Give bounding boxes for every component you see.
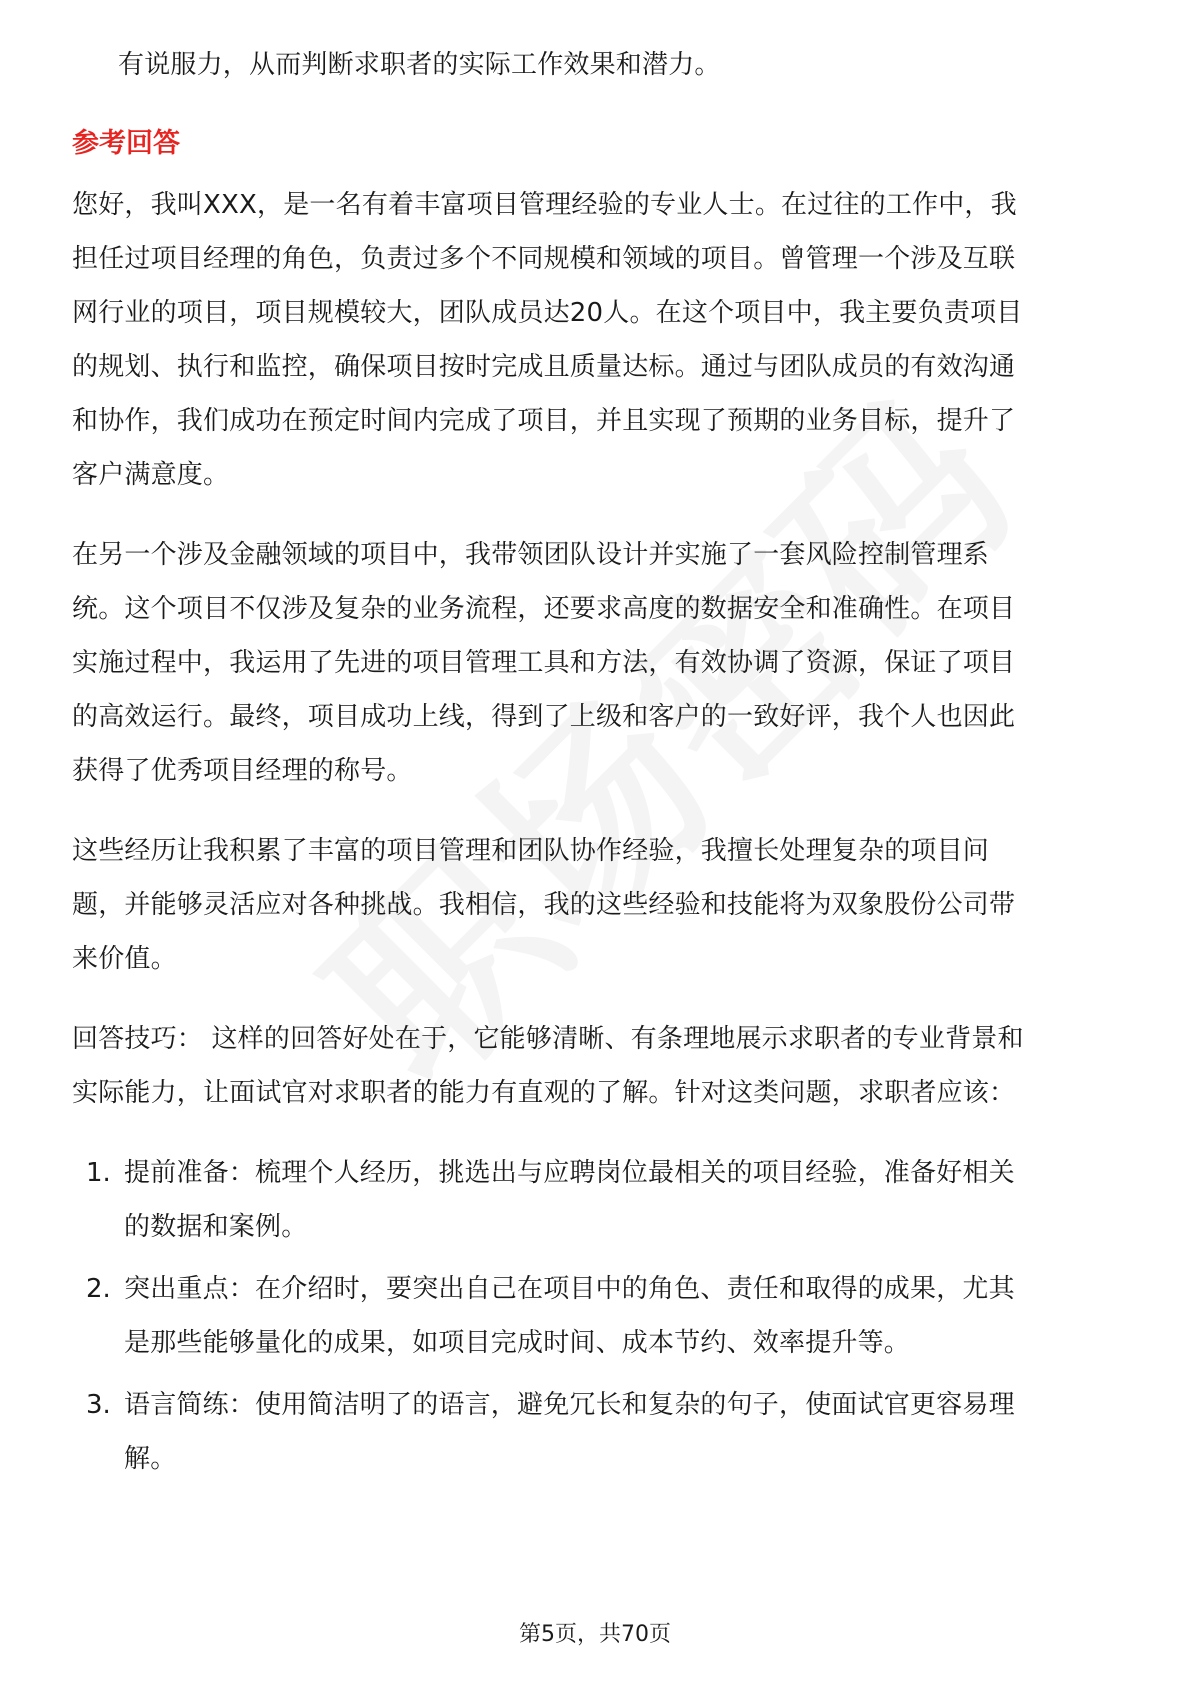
paragraph-line: 网行业的项目，项目规模较大，团队成员达20人。在这个项目中，我主要负责项目 [72, 298, 1023, 328]
list-item-line: 的数据和案例。 [124, 1212, 308, 1242]
intro-tail-text: 有说服力，从而判断求职者的实际工作效果和潜力。 [118, 50, 721, 80]
paragraph-line: 在另一个涉及金融领域的项目中，我带领团队设计并实施了一套风险控制管理系 [72, 540, 990, 570]
list-item-line: 语言简练：使用简洁明了的语言，避免冗长和复杂的句子，使面试官更容易理 [124, 1390, 1015, 1420]
list-number: 2. [86, 1274, 111, 1304]
list-item-line: 解。 [124, 1444, 177, 1474]
paragraph-line: 统。这个项目不仅涉及复杂的业务流程，还要求高度的数据安全和准确性。在项目 [72, 594, 1016, 624]
paragraph-line: 实际能力，让面试官对求职者的能力有直观的了解。针对这类问题，求职者应该： [72, 1078, 1016, 1108]
paragraph-line: 这些经历让我积累了丰富的项目管理和团队协作经验，我擅长处理复杂的项目问 [72, 836, 990, 866]
paragraph-line: 客户满意度。 [72, 460, 230, 490]
list-number: 1. [86, 1158, 111, 1188]
paragraph-line: 题，并能够灵活应对各种挑战。我相信，我的这些经验和技能将为双象股份公司带 [72, 890, 1016, 920]
page-footer: 第5页，共70页 [519, 1622, 671, 1647]
list-item-line: 是那些能够量化的成果，如项目完成时间、成本节约、效率提升等。 [124, 1328, 911, 1358]
paragraph-line: 和协作，我们成功在预定时间内完成了项目，并且实现了预期的业务目标，提升了 [72, 406, 1016, 436]
list-number: 3. [86, 1390, 111, 1420]
list-item-line: 突出重点：在介绍时，要突出自己在项目中的角色、责任和取得的成果，尤其 [124, 1274, 1015, 1304]
paragraph-line: 回答技巧： 这样的回答好处在于，它能够清晰、有条理地展示求职者的专业背景和 [72, 1024, 1024, 1054]
paragraph-line: 的规划、执行和监控，确保项目按时完成且质量达标。通过与团队成员的有效沟通 [72, 352, 1016, 382]
paragraph-line: 实施过程中，我运用了先进的项目管理工具和方法，有效协调了资源，保证了项目 [72, 648, 1016, 678]
paragraph-line: 获得了优秀项目经理的称号。 [72, 756, 413, 786]
paragraph-line: 来价值。 [72, 944, 177, 974]
paragraph-line: 的高效运行。最终，项目成功上线，得到了上级和客户的一致好评，我个人也因此 [72, 702, 1016, 732]
paragraph-line: 担任过项目经理的角色，负责过多个不同规模和领域的项目。曾管理一个涉及互联 [72, 244, 1016, 274]
section-heading: 参考回答 [72, 128, 180, 159]
paragraph-line: 您好，我叫XXX，是一名有着丰富项目管理经验的专业人士。在过往的工作中，我 [72, 190, 1017, 220]
list-item-line: 提前准备：梳理个人经历，挑选出与应聘岗位最相关的项目经验，准备好相关 [124, 1158, 1015, 1188]
